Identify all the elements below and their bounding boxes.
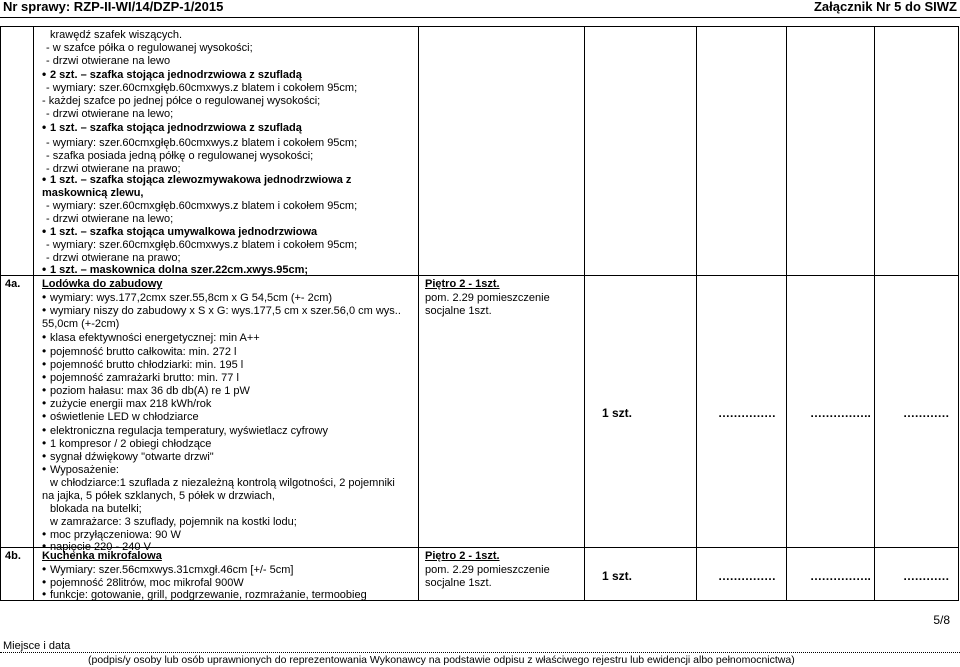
spec-line: - każdej szafce po jednej półce o regulowanej wysokości; <box>42 95 321 107</box>
spec-line: • napięcie 220 - 240 V <box>50 541 151 554</box>
spec-line: • oświetlenie LED w chłodziarce <box>50 411 199 424</box>
item-number: 4a. <box>5 278 21 290</box>
spec-heading: • 1 szt. – szafka stojąca zlewozmywakowa jednodrzwiowa z <box>50 174 351 187</box>
spec-line: • Wymiary: szer.56cmxwys.31cmxgł.46cm [+/- 5cm] <box>50 564 293 577</box>
location-floor: Piętro 2 - 1szt. <box>425 278 500 290</box>
location-room: socjalne 1szt. <box>425 305 492 317</box>
document-reference: Nr sprawy: RZP-II-WI/14/DZP-1/2015 <box>3 0 224 14</box>
item-title: Kuchenka mikrofalowa <box>42 550 162 562</box>
header-rule <box>0 17 960 18</box>
location-room: pom. 2.29 pomieszczenie <box>425 564 550 576</box>
spec-line: • funkcje: gotowanie, grill, podgrzewanie, rozmrażanie, termoobieg <box>50 589 367 602</box>
spec-heading-cont: maskownicą zlewu, <box>42 187 144 199</box>
table-col-divider-5 <box>786 26 787 600</box>
spec-line: - szafka posiada jedną półkę o regulowanej wysokości; <box>46 150 314 162</box>
spec-line: krawędź szafek wiszących. <box>50 29 183 41</box>
spec-line: • pojemność brutto chłodziarki: min. 195 l <box>50 359 243 372</box>
spec-line: • elektroniczna regulacja temperatury, wyświetlacz cyfrowy <box>50 425 328 438</box>
spec-line: • moc przyłączeniowa: 90 W <box>50 529 181 542</box>
table-border-left <box>0 26 1 600</box>
spec-line: w chłodziarce:1 szuflada z niezależną kontrolą wilgotności, 2 pojemniki <box>50 477 395 489</box>
table-border-top <box>0 26 959 27</box>
page-number: 5/8 <box>933 613 950 627</box>
table-border-right <box>958 26 959 600</box>
table-col-divider-4 <box>696 26 697 600</box>
spec-line: • wymiary niszy do zabudowy x S x G: wys.177,5 cm x szer.56,0 cm wys.. <box>50 305 401 318</box>
spec-line: - wymiary: szer.60cmxgłęb.60cmxwys.z blatem i cokołem 95cm; <box>46 82 358 94</box>
price-placeholder: ……………. <box>810 569 871 583</box>
spec-line: • pojemność zamrażarki brutto: min. 77 l <box>50 372 239 385</box>
table-col-divider-1 <box>33 26 34 600</box>
spec-line: • pojemność 28litrów, moc mikrofal 900W <box>50 577 244 590</box>
spec-line: • wymiary: wys.177,2cmx szer.55,8cm x G 54,5cm (+- 2cm) <box>50 292 332 305</box>
item-title: Lodówka do zabudowy <box>42 278 163 290</box>
price-placeholder: …………… <box>718 406 776 420</box>
attachment-label: Załącznik Nr 5 do SIWZ <box>813 0 957 14</box>
spec-line: - w szafce półka o regulowanej wysokości; <box>46 42 253 54</box>
spec-line: • sygnał dźwiękowy "otwarte drzwi" <box>50 451 214 464</box>
spec-line: • Wyposażenie: <box>50 464 119 477</box>
spec-heading: • 1 szt. – maskownica dolna szer.22cm.xwys.95cm; <box>50 264 308 277</box>
spec-line: - drzwi otwierane na lewo <box>46 55 171 67</box>
spec-line: • poziom hałasu: max 36 db db(A) re 1 pW <box>50 385 250 398</box>
spec-line: - drzwi otwierane na lewo; <box>46 108 174 120</box>
price-placeholder: ………… <box>903 406 949 420</box>
quantity: 1 szt. <box>602 569 633 583</box>
spec-line: - wymiary: szer.60cmxgłęb.60cmxwys.z blatem i cokołem 95cm; <box>46 137 358 149</box>
price-placeholder: ……………. <box>810 406 871 420</box>
spec-line: - drzwi otwierane na lewo; <box>46 213 174 225</box>
spec-line: - drzwi otwierane na prawo; <box>46 163 181 175</box>
table-col-divider-2 <box>418 26 419 600</box>
signature-line <box>0 652 960 653</box>
spec-line: • 1 kompresor / 2 obiegi chłodzące <box>50 438 211 451</box>
spec-line: - wymiary: szer.60cmxgłęb.60cmxwys.z blatem i cokołem 95cm; <box>46 239 358 251</box>
price-placeholder: ………… <box>903 569 949 583</box>
spec-line: - drzwi otwierane na prawo; <box>46 252 181 264</box>
table-col-divider-6 <box>874 26 875 600</box>
spec-heading: • 2 szt. – szafka stojąca jednodrzwiowa z szufladą <box>50 69 302 82</box>
table-col-divider-3 <box>584 26 585 600</box>
spec-heading: • 1 szt. – szafka stojąca jednodrzwiowa z szufladą <box>50 122 302 135</box>
spec-line: • pojemność brutto całkowita: min. 272 l <box>50 346 236 359</box>
spec-line: • klasa efektywności energetycznej: min A++ <box>50 332 260 345</box>
place-date-label: Miejsce i data <box>3 640 71 652</box>
spec-line: na jajka, 5 półek szklanych, 5 półek w drzwiach, <box>42 490 275 502</box>
spec-line: blokada na butelki; <box>50 503 142 515</box>
signature-note: (podpis/y osoby lub osób uprawnionych do reprezentowania Wykonawcy na podstawie odpisu z właściwego rejestru lub ewidencji albo pełnomocnictwa) <box>88 654 795 666</box>
price-placeholder: …………… <box>718 569 776 583</box>
item-number: 4b. <box>5 550 21 562</box>
spec-line: • zużycie energii max 218 kWh/rok <box>50 398 211 411</box>
location-room: pom. 2.29 pomieszczenie <box>425 292 550 304</box>
location-room: socjalne 1szt. <box>425 577 492 589</box>
spec-line: w zamrażarce: 3 szuflady, pojemnik na kostki lodu; <box>50 516 297 528</box>
spec-line: 55,0cm (+-2cm) <box>42 318 120 330</box>
spec-heading: • 1 szt. – szafka stojąca umywalkowa jednodrzwiowa <box>50 226 317 239</box>
location-floor: Piętro 2 - 1szt. <box>425 550 500 562</box>
spec-line: - wymiary: szer.60cmxgłęb.60cmxwys.z blatem i cokołem 95cm; <box>46 200 358 212</box>
quantity: 1 szt. <box>602 406 633 420</box>
